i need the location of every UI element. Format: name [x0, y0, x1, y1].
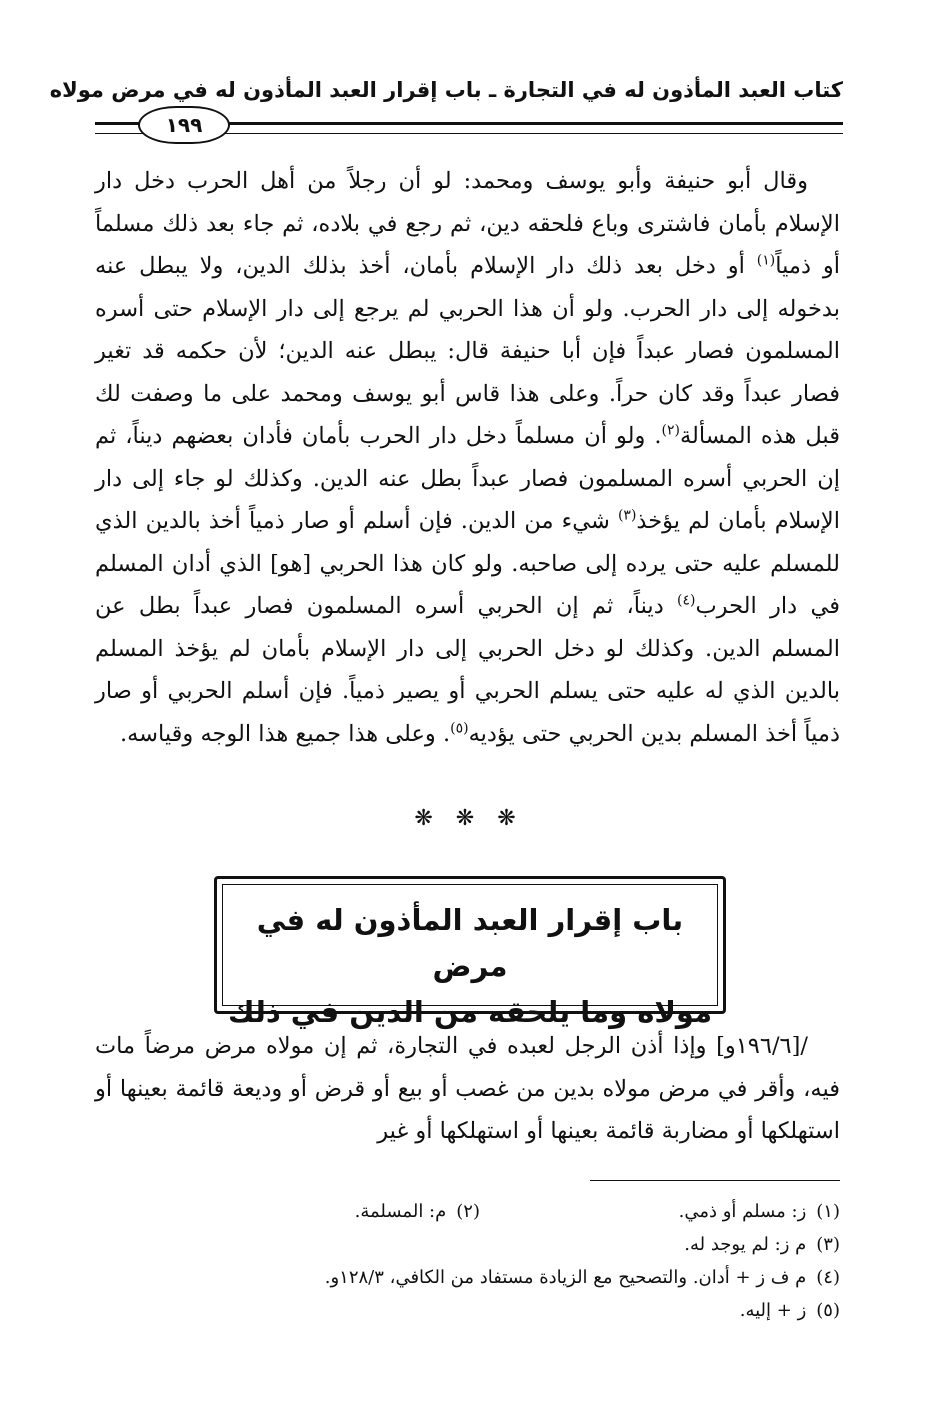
footnote-number: (٤) — [816, 1267, 840, 1288]
paragraph-1 — [95, 160, 840, 755]
paragraph-2: /[١٩٦/٦و] وإذا أذن الرجل لعبده في التجارة، ثم إن مولاه مرض مرضاً مات فيه، وأقر في مرض مولاه بدين من غصب أو بيع أو قرض أو وديعة قائمة بعينها أو استهلكها أو مضاربة قائمة بعينها أو استهلكها أو غير — [95, 1033, 840, 1144]
text-segment: ديناً، ثم إن الحربي أسره المسلمون فصار عبداً بطل عن المسلم الدين. وكذلك لو دخل الحربي إلى دار الإسلام بأمان لم يؤخذ المسلم بالدين الذي له عليه حتى يسلم الحربي أو يصير ذمياً. فإن أسلم الحربي أو صار ذمياً أخذ المسلم بدين الحربي حتى يؤديه — [95, 593, 840, 747]
footnote-1 — [480, 1195, 840, 1228]
footnote-mark-1: (١) — [756, 252, 776, 269]
chapter-title-line-2: مولاه وما يلحقه من الدين في ذلك — [227, 995, 713, 1029]
footnote-row — [95, 1294, 840, 1327]
text-segment: شيء من الدين. فإن أسلم أو صار ذمياً أخذ بالدين الذي للمسلم عليه حتى يرده إلى صاحبه. ولو كان هذا الحربي [هو] الذي أدان المسلم في دار الحرب — [95, 508, 840, 619]
footnote-text: ز: مسلم أو ذمي. — [678, 1201, 807, 1222]
chapter-title-line-1: باب إقرار العبد المأذون له في مرض — [256, 903, 684, 983]
footnote-text: م ز: لم يوجد له. — [684, 1234, 807, 1255]
section-separator: ❋ ❋ ❋ — [414, 806, 524, 831]
footnote-text: ز + إليه. — [739, 1300, 807, 1321]
text-segment: وقال أبو حنيفة وأبو يوسف ومحمد: لو أن رجلاً من أهل الحرب دخل دار الإسلام بأمان فاشترى وباع فلحقه دين، ثم رجع في بلاده، ثم جاء بعد ذلك مسلماً أو ذمياً — [95, 168, 840, 279]
footnote-3 — [684, 1228, 840, 1261]
chapter-title-frame — [214, 876, 726, 1029]
footnote-text: م: المسلمة. — [354, 1201, 447, 1222]
footnote-number: (٢) — [456, 1201, 480, 1222]
footnote-mark-4: (٤) — [677, 592, 696, 609]
text-segment: أو دخل بعد ذلك دار الإسلام بأمان، أخذ بذلك الدين، ولا يبطل عنه بدخوله إلى دار الحرب. ولو أن هذا الحربي لم يرجع إلى دار الإسلام حتى أسره المسلمون فصار عبداً فإن أبا حنيفة قال: يبطل عنه الدين؛ لأن حكمه قد تغير فصار عبداً وقد كان حراً. وعلى هذا قاس أبو يوسف ومحمد على ما وصفت لك قبل هذه المسألة — [95, 253, 840, 449]
footnote-rule — [590, 1180, 840, 1181]
text-segment: . ولو أن مسلماً دخل دار الحرب بأمان فأدان بعضهم ديناً، ثم إن الحربي أسره المسلمون فصار عبداً بطل عنه الدين. وكذلك لو جاء إلى دار الإسلام بأمان لم يؤخذ — [95, 423, 841, 534]
text-segment: . وعلى هذا جميع هذا الوجه وقياسه. — [119, 720, 451, 747]
footnote-number: (٥) — [816, 1300, 840, 1321]
footnotes — [95, 1195, 840, 1327]
footnote-number: (٣) — [816, 1234, 840, 1255]
footnote-4 — [325, 1261, 840, 1294]
footnote-row — [95, 1228, 840, 1261]
footnote-text: م ف ز + أدان. والتصحيح مع الزيادة مستفاد من الكافي، ١٢٨/٣و. — [324, 1267, 807, 1288]
chapter-title — [217, 897, 723, 1035]
footnote-row — [95, 1261, 840, 1294]
section-paragraph — [95, 1025, 840, 1153]
footnote-number: (١) — [816, 1201, 840, 1222]
footnote-mark-5: (٥) — [450, 720, 469, 736]
main-paragraph — [95, 160, 840, 755]
footnote-2 — [355, 1195, 480, 1228]
footnote-mark-2: (٢) — [661, 422, 680, 439]
footnote-row — [95, 1195, 840, 1228]
footnote-mark-3: (٣) — [617, 507, 637, 524]
footnote-5 — [740, 1294, 840, 1327]
page-number: ١٩٩ — [138, 106, 230, 144]
running-head: كتاب العبد المأذون له في التجارة ـ باب إقرار العبد المأذون له في مرض مولاه — [49, 78, 843, 102]
